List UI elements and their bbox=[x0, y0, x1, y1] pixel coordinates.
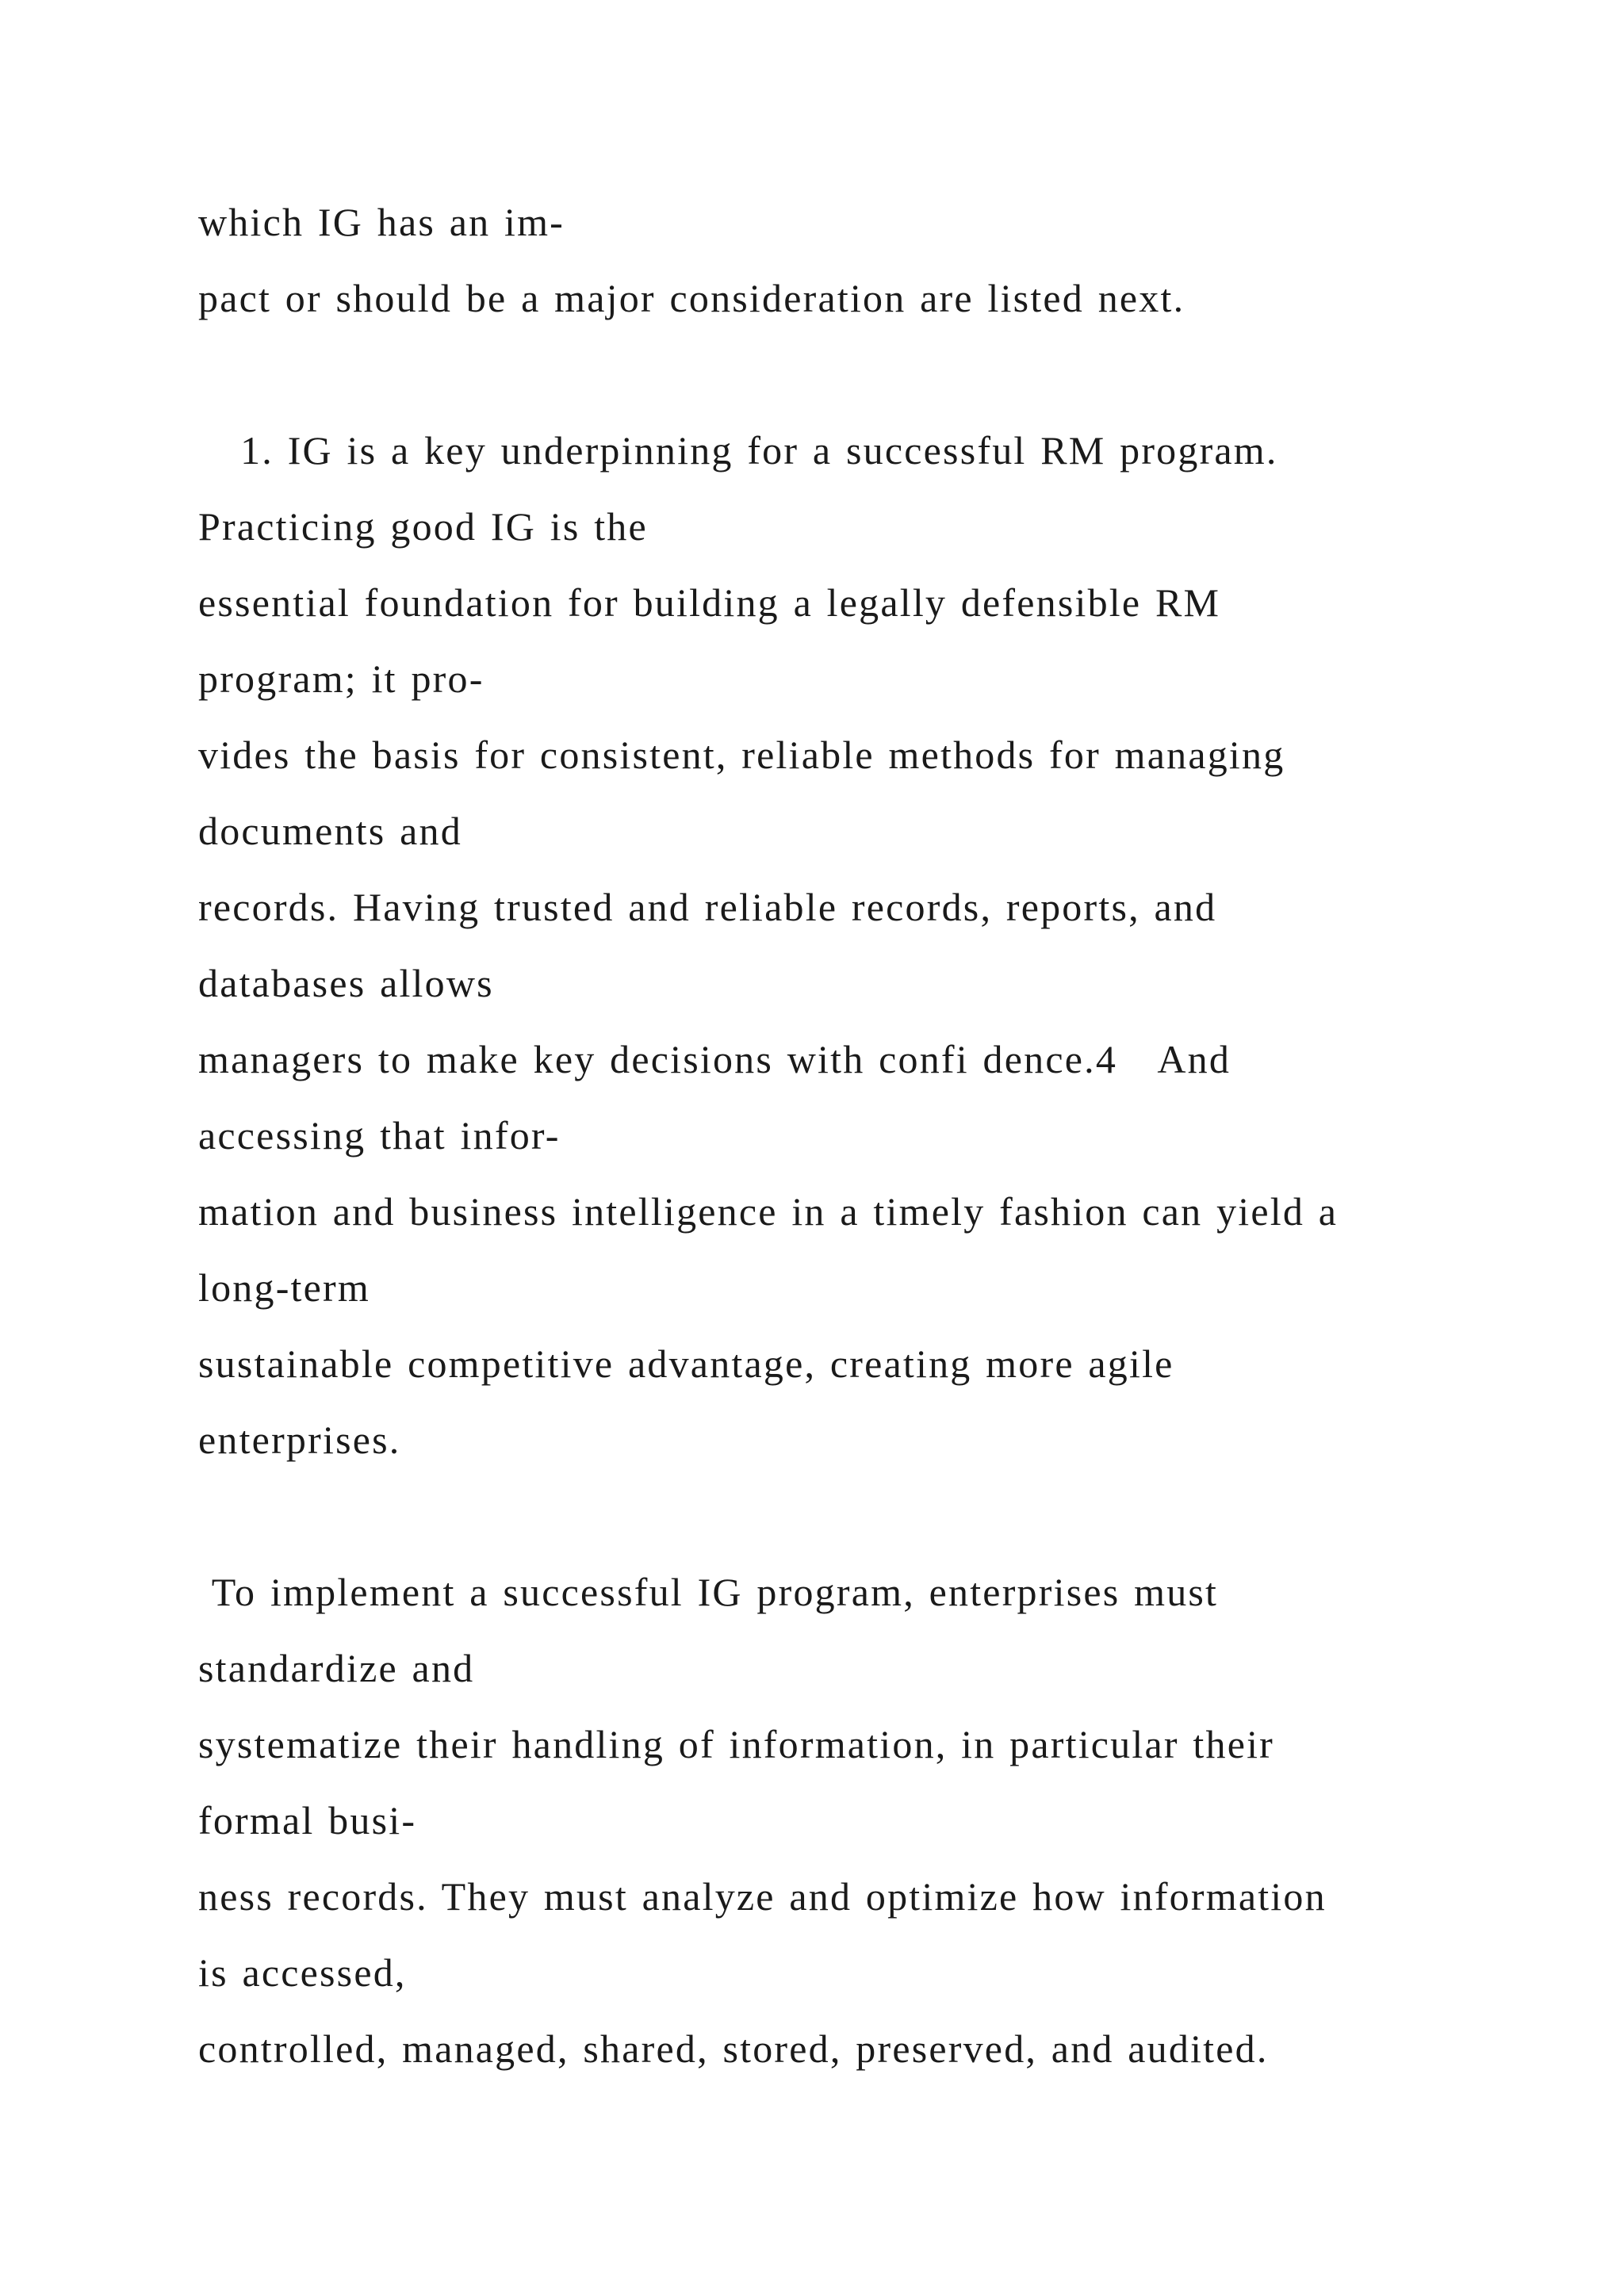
text-line: long-term bbox=[198, 1265, 370, 1310]
text-line: controlled, managed, shared, stored, preserved, and audited. bbox=[198, 2026, 1269, 2071]
document-body bbox=[198, 184, 1546, 2087]
text-line: sustainable competitive advantage, creating more agile bbox=[198, 1341, 1174, 1386]
text-line: ness records. They must analyze and optimize how information bbox=[198, 1874, 1327, 1919]
text-line: databases allows bbox=[198, 961, 494, 1005]
text-line: Practicing good IG is the bbox=[198, 504, 648, 549]
text-line: pact or should be a major consideration are listed next. bbox=[198, 276, 1185, 320]
text-line: managers to make key decisions with confi dence.4 And bbox=[198, 1037, 1231, 1081]
text-line: is accessed, bbox=[198, 1950, 407, 1995]
text-line: accessing that infor- bbox=[198, 1113, 561, 1158]
text-line: records. Having trusted and reliable records, reports, and bbox=[198, 885, 1217, 929]
text-line: To implement a successful IG program, enterprises must bbox=[198, 1570, 1219, 1614]
text-line: which IG has an im- bbox=[198, 200, 565, 244]
text-line: program; it pro- bbox=[198, 656, 485, 701]
text-line: enterprises. bbox=[198, 1418, 401, 1462]
text-line: essential foundation for building a legally defensible RM bbox=[198, 580, 1221, 625]
text-line: documents and bbox=[198, 809, 462, 853]
text-line: systematize their handling of information, in particular their bbox=[198, 1722, 1275, 1766]
text-line: mation and business intelligence in a timely fashion can yield a bbox=[198, 1189, 1339, 1234]
blank-line bbox=[198, 1478, 1546, 1554]
text-line: 1. IG is a key underpinning for a successful RM program. bbox=[198, 428, 1278, 473]
text-line: formal busi- bbox=[198, 1798, 417, 1843]
text-line: vides the basis for consistent, reliable methods for managing bbox=[198, 733, 1285, 777]
text-line: standardize and bbox=[198, 1646, 475, 1690]
blank-line bbox=[198, 336, 1546, 412]
